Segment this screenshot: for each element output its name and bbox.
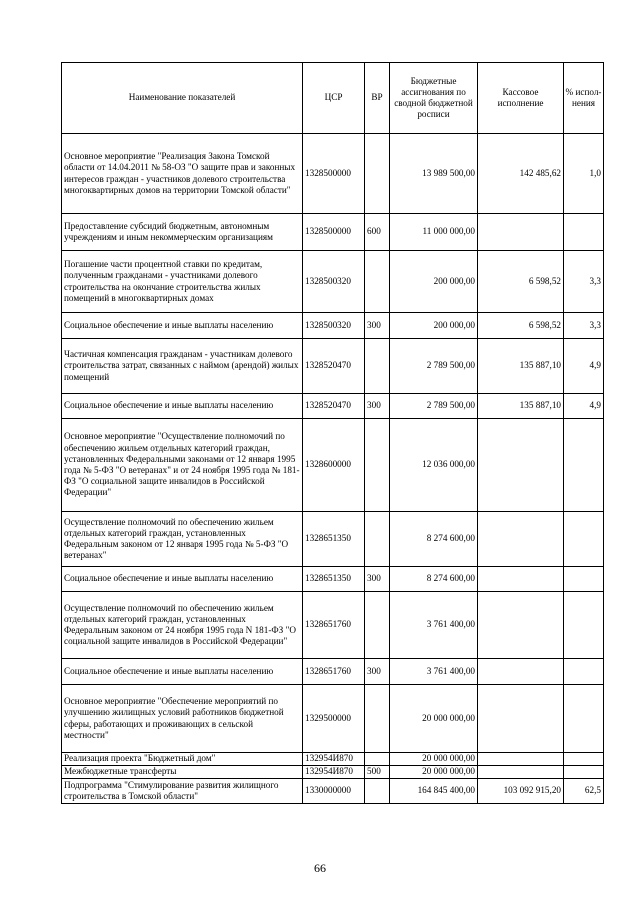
- row-execution-percent: [564, 567, 604, 592]
- row-csr: 1328651760: [303, 659, 365, 685]
- row-vr: [365, 685, 390, 753]
- row-name: Частичная компенсация гражданам - участникам долевого строительства затрат, связанных с наймом (арендой) жилых помещений: [62, 339, 303, 394]
- row-cash-execution: [478, 214, 564, 251]
- header-execution-percent: % испол-нения: [564, 63, 604, 134]
- row-name: Осуществление полномочий по обеспечению жильем отдельных категорий граждан, установленных Федеральным законом от 24 ноября 1995 года N 181-ФЗ "О социальной защите инвалидов в Российской Федерации": [62, 592, 303, 659]
- row-csr: 1328520470: [303, 394, 365, 419]
- table-row: [62, 685, 604, 753]
- row-cash-execution: [478, 753, 564, 766]
- table-row: [62, 567, 604, 592]
- row-csr: 1328651760: [303, 592, 365, 659]
- row-vr: 300: [365, 659, 390, 685]
- row-vr: [365, 512, 390, 567]
- row-csr: 1328600000: [303, 419, 365, 512]
- row-vr: [365, 779, 390, 804]
- row-cash-execution: 135 887,10: [478, 394, 564, 419]
- table-row: [62, 592, 604, 659]
- budget-execution-table: [61, 62, 604, 804]
- header-assignments: Бюджетные ассигнования по сводной бюджетной росписи: [390, 63, 478, 134]
- row-cash-execution: [478, 567, 564, 592]
- header-cash-execution: Кассовое исполнение: [478, 63, 564, 134]
- row-name: Реализация проекта "Бюджетный дом": [62, 753, 303, 766]
- row-csr: 132954И870: [303, 766, 365, 779]
- header-csr: ЦСР: [303, 63, 365, 134]
- row-assignments: 11 000 000,00: [390, 214, 478, 251]
- row-name: Основное мероприятие "Осуществление полномочий по обеспечению жильем отдельных категорий граждан, установленных Федеральными законами от 12 января 1995 года № 5-ФЗ "О ветеранах" и от 24 ноября 1995 года № 181-ФЗ "О социальной защите инвалидов в Российской Федерации": [62, 419, 303, 512]
- row-cash-execution: 103 092 915,20: [478, 779, 564, 804]
- row-name: Подпрограмма "Стимулирование развития жилищного строительства в Томской области": [62, 779, 303, 804]
- row-execution-percent: 3,3: [564, 313, 604, 339]
- header-name: Наименование показателей: [62, 63, 303, 134]
- row-csr: 1330000000: [303, 779, 365, 804]
- table-row: [62, 512, 604, 567]
- row-execution-percent: 3,3: [564, 251, 604, 313]
- row-name: Основное мероприятие "Обеспечение мероприятий по улучшению жилищных условий работников бюджетной сферы, работающих и проживающих в сельской местности": [62, 685, 303, 753]
- row-execution-percent: [564, 753, 604, 766]
- row-assignments: 200 000,00: [390, 251, 478, 313]
- row-name: Основное мероприятие "Реализация Закона Томской области от 14.04.2011 № 58-ОЗ "О защите прав и законных интересов граждан - участников долевого строительства многоквартирных домов на территории Томской области": [62, 134, 303, 214]
- table-row: [62, 313, 604, 339]
- table-row: [62, 753, 604, 766]
- row-assignments: 13 989 500,00: [390, 134, 478, 214]
- row-cash-execution: 6 598,52: [478, 251, 564, 313]
- row-assignments: 164 845 400,00: [390, 779, 478, 804]
- row-csr: 1328651350: [303, 512, 365, 567]
- row-csr: 132954И870: [303, 753, 365, 766]
- table-header-row: [62, 63, 604, 134]
- row-execution-percent: [564, 685, 604, 753]
- row-assignments: 200 000,00: [390, 313, 478, 339]
- table-row: [62, 779, 604, 804]
- header-vr: ВР: [365, 63, 390, 134]
- row-vr: [365, 134, 390, 214]
- row-name: Социальное обеспечение и иные выплаты населению: [62, 659, 303, 685]
- row-name: Социальное обеспечение и иные выплаты населению: [62, 394, 303, 419]
- row-vr: 300: [365, 313, 390, 339]
- table-row: [62, 766, 604, 779]
- row-cash-execution: 135 887,10: [478, 339, 564, 394]
- page-number: 66: [314, 861, 326, 875]
- table-row: [62, 251, 604, 313]
- row-cash-execution: [478, 419, 564, 512]
- row-assignments: 2 789 500,00: [390, 339, 478, 394]
- row-execution-percent: 62,5: [564, 779, 604, 804]
- row-name: Погашение части процентной ставки по кредитам, полученным гражданами - участниками долевого строительства на окончание строительства жилых помещений в многоквартирных домах: [62, 251, 303, 313]
- row-csr: 1328500000: [303, 214, 365, 251]
- row-vr: [365, 251, 390, 313]
- table-row: [62, 659, 604, 685]
- row-cash-execution: [478, 512, 564, 567]
- row-vr: 300: [365, 394, 390, 419]
- row-cash-execution: 6 598,52: [478, 313, 564, 339]
- row-csr: 1328651350: [303, 567, 365, 592]
- row-assignments: 2 789 500,00: [390, 394, 478, 419]
- row-execution-percent: 4,9: [564, 339, 604, 394]
- row-name: Социальное обеспечение и иные выплаты населению: [62, 567, 303, 592]
- row-csr: 1328520470: [303, 339, 365, 394]
- row-assignments: 20 000 000,00: [390, 753, 478, 766]
- row-vr: 600: [365, 214, 390, 251]
- row-vr: [365, 339, 390, 394]
- row-vr: 300: [365, 567, 390, 592]
- row-cash-execution: [478, 685, 564, 753]
- row-csr: 1328500320: [303, 251, 365, 313]
- row-assignments: 3 761 400,00: [390, 592, 478, 659]
- row-assignments: 20 000 000,00: [390, 685, 478, 753]
- row-execution-percent: 4,9: [564, 394, 604, 419]
- row-assignments: 8 274 600,00: [390, 512, 478, 567]
- row-assignments: 3 761 400,00: [390, 659, 478, 685]
- row-execution-percent: [564, 512, 604, 567]
- table-row: [62, 214, 604, 251]
- row-cash-execution: [478, 659, 564, 685]
- table-row: [62, 339, 604, 394]
- row-assignments: 20 000 000,00: [390, 766, 478, 779]
- row-name: Межбюджетные трансферты: [62, 766, 303, 779]
- row-vr: [365, 592, 390, 659]
- row-vr: [365, 753, 390, 766]
- row-assignments: 8 274 600,00: [390, 567, 478, 592]
- row-vr: 500: [365, 766, 390, 779]
- row-execution-percent: [564, 592, 604, 659]
- table-row: [62, 134, 604, 214]
- row-cash-execution: [478, 766, 564, 779]
- table-row: [62, 419, 604, 512]
- row-execution-percent: [564, 419, 604, 512]
- row-cash-execution: 142 485,62: [478, 134, 564, 214]
- row-name: Предоставление субсидий бюджетным, автономным учреждениям и иным некоммерческим организациям: [62, 214, 303, 251]
- row-name: Осуществление полномочий по обеспечению жильем отдельных категорий граждан, установленных Федеральным законом от 12 января 1995 года № 5-ФЗ "О ветеранах": [62, 512, 303, 567]
- row-csr: 1328500320: [303, 313, 365, 339]
- row-cash-execution: [478, 592, 564, 659]
- row-execution-percent: [564, 214, 604, 251]
- row-vr: [365, 419, 390, 512]
- row-execution-percent: [564, 766, 604, 779]
- row-execution-percent: 1,0: [564, 134, 604, 214]
- row-execution-percent: [564, 659, 604, 685]
- row-name: Социальное обеспечение и иные выплаты населению: [62, 313, 303, 339]
- row-assignments: 12 036 000,00: [390, 419, 478, 512]
- table-row: [62, 394, 604, 419]
- row-csr: 1328500000: [303, 134, 365, 214]
- row-csr: 1329500000: [303, 685, 365, 753]
